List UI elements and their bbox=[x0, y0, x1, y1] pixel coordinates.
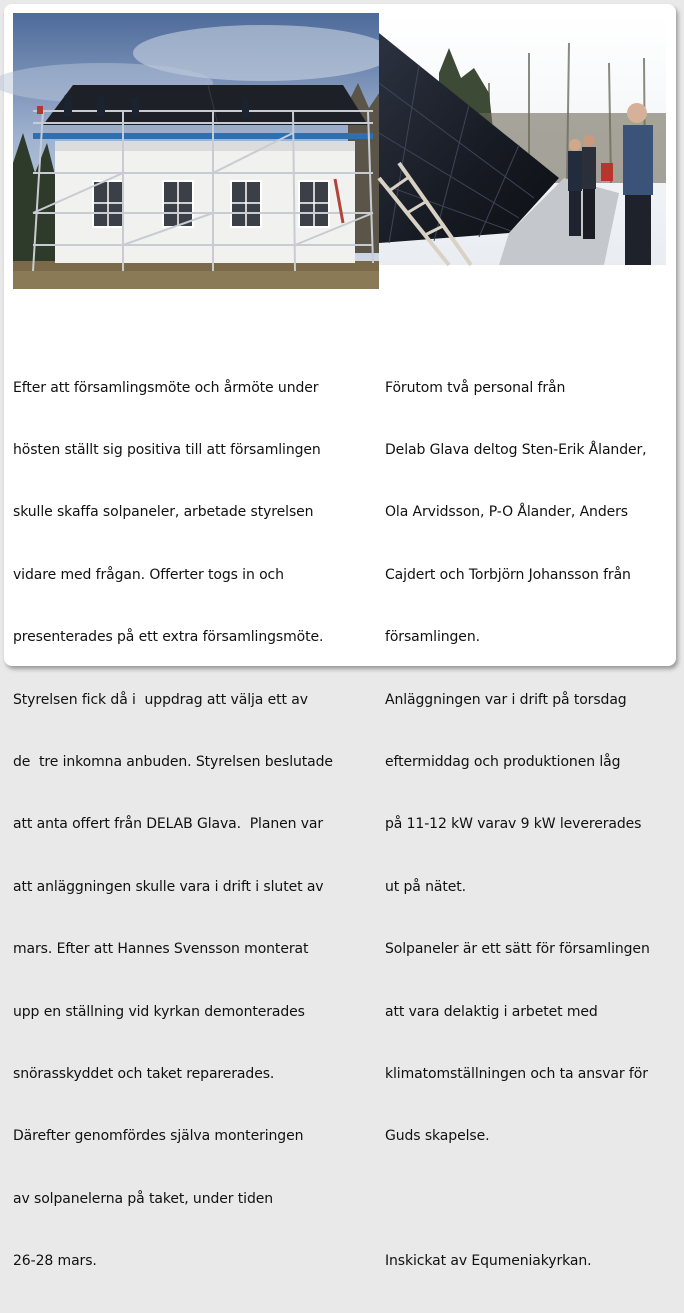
article-text-right bbox=[385, 336, 650, 1313]
article-text-left bbox=[13, 336, 333, 1313]
text-line: på 11-12 kW varav 9 kW levererades bbox=[385, 816, 642, 833]
text-line: Förutom två personal från bbox=[385, 379, 566, 396]
text-line: Därefter genomfördes själva monteringen bbox=[13, 1128, 304, 1145]
text-line: klimatomställningen och ta ansvar för bbox=[385, 1065, 648, 1082]
text-line: Styrelsen fick då i uppdrag att välja ett av bbox=[13, 691, 308, 708]
text-line: av solpanelerna på taket, under tiden bbox=[13, 1190, 274, 1207]
text-line: eftermiddag och produktionen låg bbox=[385, 753, 621, 770]
text-line: Ola Arvidsson, P-O Ålander, Anders bbox=[385, 504, 628, 521]
text-line: församlingen. bbox=[385, 629, 480, 646]
solar-panels-roof-photo bbox=[379, 13, 666, 265]
text-line bbox=[385, 1189, 650, 1210]
text-line: Inskickat av Equmeniakyrkan. bbox=[385, 1253, 592, 1270]
text-line: Anläggningen var i drift på torsdag bbox=[385, 691, 627, 708]
text-line: Delab Glava deltog Sten-Erik Ålander, bbox=[385, 441, 647, 458]
text-line: skulle skaffa solpaneler, arbetade styrelsen bbox=[13, 504, 314, 521]
text-line: de tre inkomna anbuden. Styrelsen beslutade bbox=[13, 753, 333, 770]
text-line: att anta offert från DELAB Glava. Planen var bbox=[13, 816, 324, 833]
text-line: snörasskyddet och taket reparerades. bbox=[13, 1065, 275, 1082]
text-line: 26-28 mars. bbox=[13, 1253, 97, 1270]
text-line: att anläggningen skulle vara i drift i slutet av bbox=[13, 878, 324, 895]
text-line: mars. Efter att Hannes Svensson monterat bbox=[13, 941, 309, 958]
text-line: hösten ställt sig positiva till att församlingen bbox=[13, 441, 321, 458]
text-line: vidare med frågan. Offerter togs in och bbox=[13, 566, 284, 583]
text-line: ut på nätet. bbox=[385, 878, 467, 895]
text-line: Guds skapelse. bbox=[385, 1128, 490, 1145]
text-line: Cajdert och Torbjörn Johansson från bbox=[385, 566, 631, 583]
text-line: att vara delaktig i arbetet med bbox=[385, 1003, 598, 1020]
text-line: upp en ställning vid kyrkan demonterades bbox=[13, 1003, 305, 1020]
text-line: Solpaneler är ett sätt för församlingen bbox=[385, 941, 650, 958]
text-line: Efter att församlingsmöte och årmöte under bbox=[13, 379, 319, 396]
church-scaffolding-photo bbox=[13, 13, 379, 289]
article-card bbox=[4, 4, 676, 1270]
text-line: presenterades på ett extra församlingsmöte. bbox=[13, 629, 324, 646]
